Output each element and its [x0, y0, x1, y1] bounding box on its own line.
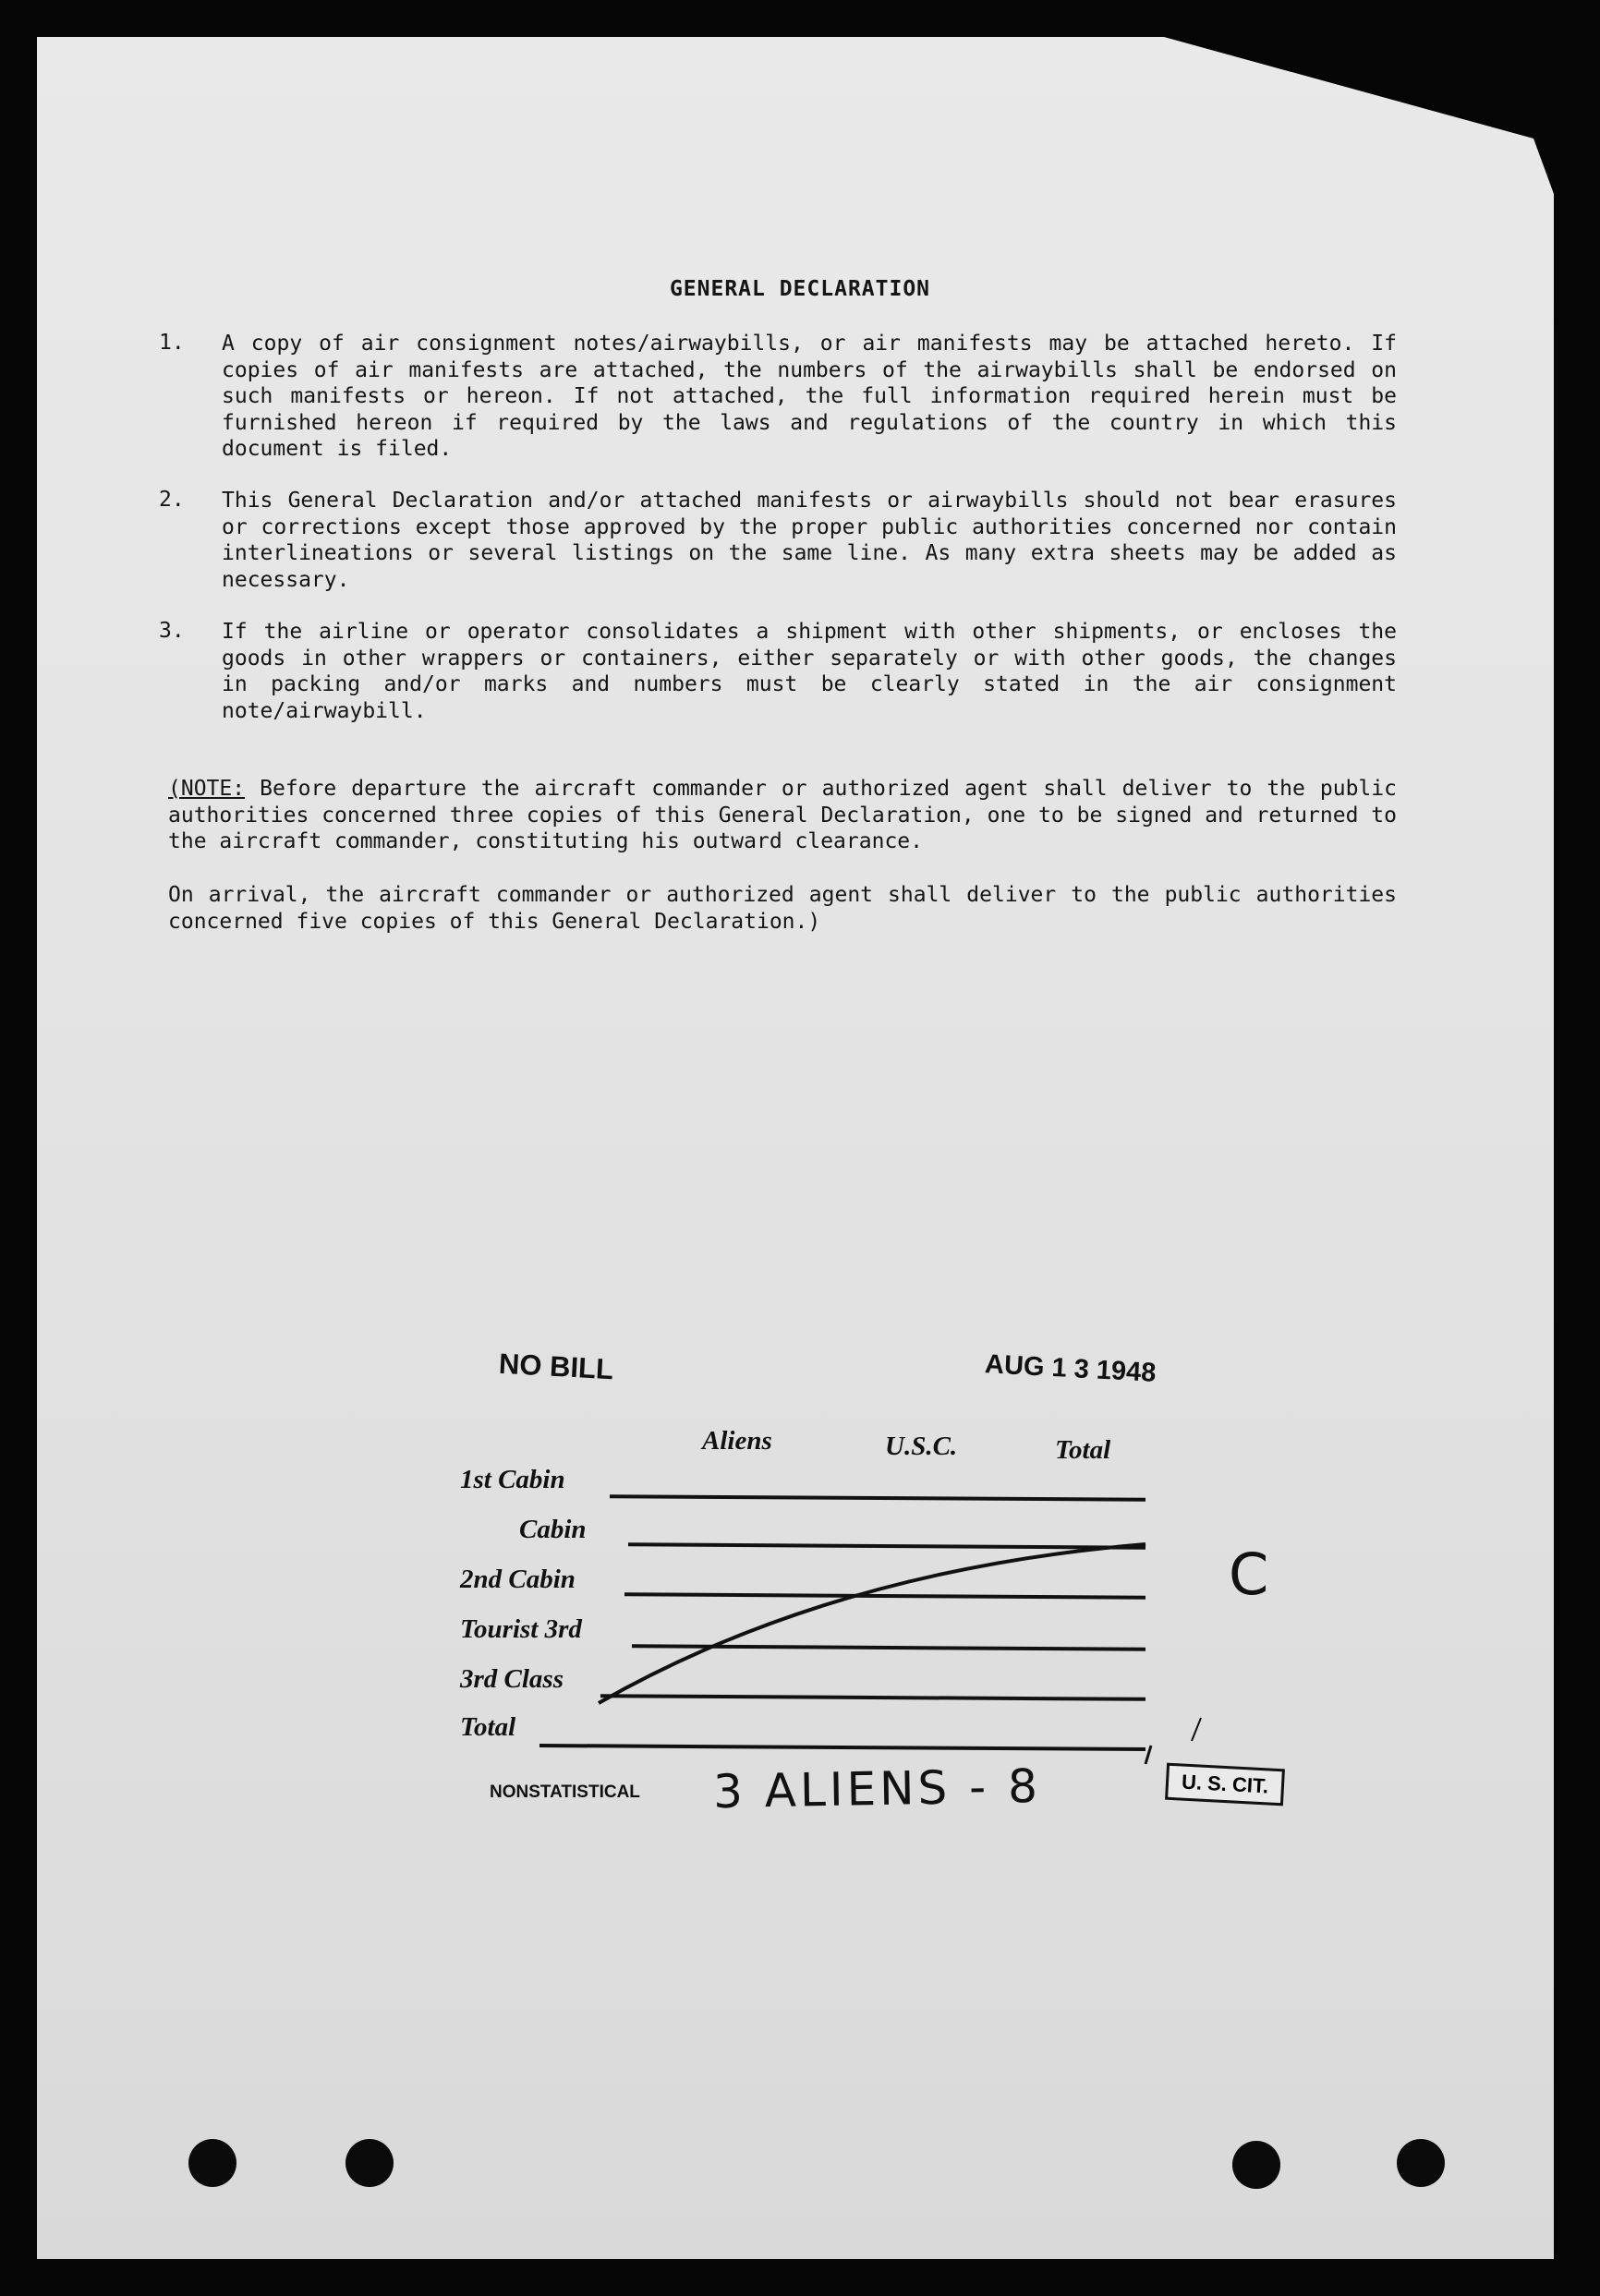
- note-label: (NOTE:: [168, 777, 246, 801]
- document-title: GENERAL DECLARATION: [669, 277, 931, 301]
- row-3rd-class: 3rd Class: [460, 1664, 564, 1694]
- item-text: This General Declaration and/or attached manifests or airwaybills should not bear erasures or corrections except those approved by the proper public authorities concerned nor contain interlineations or several listings on the same line. As many extra sheets may be added as necessary.: [222, 489, 1397, 592]
- item-number: 3.: [159, 619, 185, 643]
- note-text: Before departure the aircraft commander or authorized agent shall deliver to the public authorities concerned three copies of this General Declaration, one to be signed and returned to the aircraft commander, constituting his outward clearance.: [168, 777, 1397, 853]
- punch-hole: [188, 2139, 236, 2187]
- punch-hole: [1232, 2141, 1280, 2189]
- handwritten-alien-count: 3 ALIENS - 8: [712, 1758, 1042, 1819]
- row-tourist-3rd: Tourist 3rd: [460, 1614, 582, 1644]
- item-text: If the airline or operator consolidates a shipment with other shipments, or encloses the goods in other wrappers or containers, either separately or with other goods, the changes in packing and/or marks and numbers must be clearly stated in the air consignment note/airwaybill.: [222, 620, 1397, 723]
- row-1st-cabin: 1st Cabin: [460, 1465, 565, 1494]
- date-stamp: AUG 1 3 1948: [984, 1349, 1158, 1388]
- no-bill-stamp: NO BILL: [498, 1347, 614, 1386]
- row-total: Total: [460, 1712, 516, 1742]
- pen-mark: [1192, 1718, 1201, 1741]
- item-text: A copy of air consignment notes/airwaybills, or air manifests may be attached hereto. If copies of air manifests are attached, the numbers of the airwaybills shall be endorsed on such manifests or hereon. If not attached, the full information required herein must be furnished hereon if required by the laws and regulations of the country in which this document is filed.: [222, 332, 1397, 461]
- handwritten-circled-mark: C: [1229, 1541, 1269, 1608]
- arrival-paragraph: On arrival, the aircraft commander or authorized agent shall deliver to the public authorities concerned five copies of this General Declaration.): [168, 883, 1397, 934]
- tick-mark: [1145, 1746, 1151, 1764]
- us-citizen-stamp: U. S. CIT.: [1165, 1763, 1285, 1807]
- item-number: 1.: [159, 331, 185, 355]
- item-number: 2.: [159, 488, 185, 512]
- punch-hole: [1397, 2139, 1445, 2187]
- column-aliens: Aliens: [702, 1426, 772, 1456]
- diagonal-strike-line: [599, 1544, 1145, 1703]
- nonstatistical-label: NONSTATISTICAL: [490, 1782, 640, 1802]
- column-usc: U.S.C.: [885, 1432, 958, 1461]
- punch-hole: [345, 2139, 394, 2187]
- row-2nd-cabin: 2nd Cabin: [460, 1565, 576, 1594]
- column-total: Total: [1055, 1435, 1111, 1465]
- row-cabin: Cabin: [519, 1515, 587, 1544]
